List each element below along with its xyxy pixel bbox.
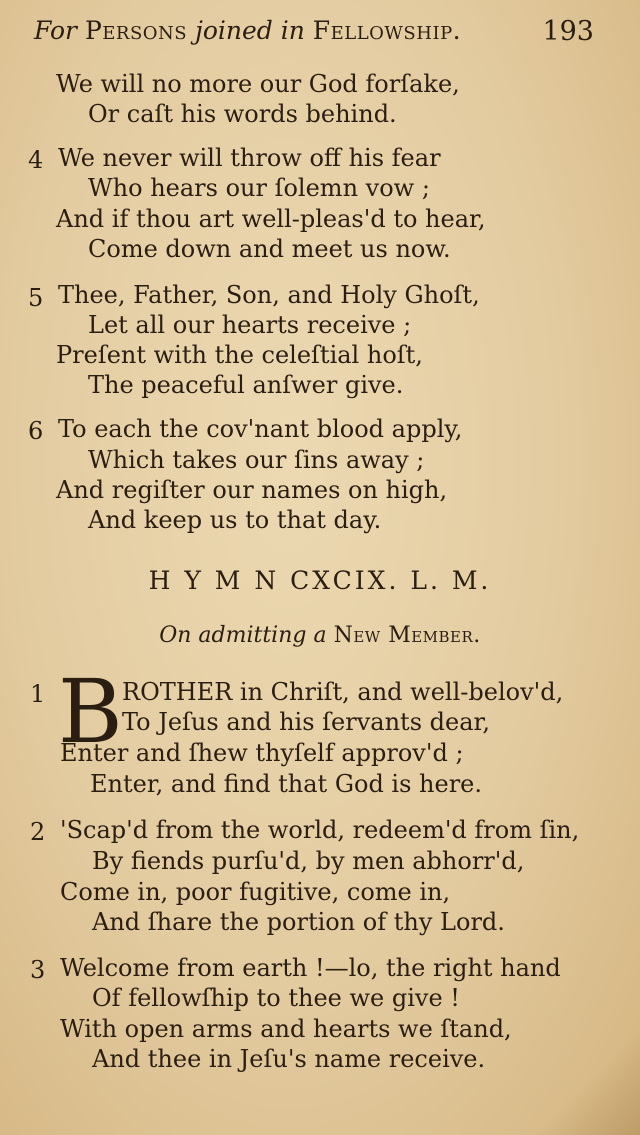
verse-line: Let all our hearts receive ; [88, 311, 412, 339]
head-for: For [34, 16, 77, 45]
verse-line: Come down and meet us now. [88, 235, 451, 263]
stanza-number: 5 [28, 284, 44, 312]
verse-line: To each the cov'nant blood apply, [58, 415, 463, 443]
verse-line: Come in, poor fugitive, come in, [60, 878, 451, 906]
stanza-number: 4 [28, 146, 44, 174]
drop-cap: B [58, 660, 123, 763]
head-joined-in: joined in [195, 16, 305, 45]
verse-line: Enter and ſhew thyſelf approv'd ; [60, 739, 464, 767]
head-fellowship: Fellowship. [312, 16, 462, 45]
verse-line: And keep us to that day. [88, 506, 382, 534]
stanza-number: 3 [30, 956, 46, 984]
verse-line: Preſent with the celeſtial hoſt, [56, 341, 423, 369]
verse-line: We will no more our God forſake, [56, 70, 460, 98]
verse-line: Or caſt his words behind. [88, 100, 397, 128]
stanza-number: 1 [30, 680, 46, 708]
verse-line: And if thou art well-pleas'd to hear, [56, 205, 486, 233]
hymn-subtitle [0, 623, 640, 648]
verse-line: Which takes our ſins away ; [88, 446, 425, 474]
verse-line: We never will throw off his fear [58, 144, 441, 172]
verse-line: Welcome from earth !—lo, the right hand [60, 954, 561, 982]
hymn-title: H Y M N CXCIX. L. M. [148, 566, 492, 595]
stanza-number: 6 [28, 417, 44, 445]
running-head [34, 16, 461, 45]
verse-line: The peaceful anſwer give. [88, 371, 404, 399]
verse-line: 'Scap'd from the world, redeem'd from ſin, [60, 816, 580, 844]
verse-line: ROTHER in Chriſt, and well-belov'd, [122, 678, 564, 706]
page-edge-shadow [520, 1015, 640, 1135]
stanza-number: 2 [30, 818, 46, 846]
verse-line: To Jeſus and his ſervants dear, [122, 708, 490, 736]
head-persons: Persons [84, 16, 188, 45]
verse-line: Thee, Father, Son, and Holy Ghoſt, [58, 281, 480, 309]
verse-line: And thee in Jeſu's name receive. [92, 1045, 486, 1073]
verse-line: And regiſter our names on high, [56, 476, 448, 504]
page-number: 193 [542, 16, 594, 47]
verse-line: Of fellowſhip to thee we give ! [92, 984, 460, 1012]
subtitle-on-admitting: On admitting a [159, 623, 327, 648]
verse-line: Who hears our ſolemn vow ; [88, 174, 430, 202]
verse-line: By fiends purſu'd, by men abhorr'd, [92, 847, 525, 875]
subtitle-new-member: New Member. [333, 623, 481, 648]
verse-line: With open arms and hearts we ſtand, [60, 1015, 512, 1043]
running-header [34, 10, 594, 50]
verse-line: Enter, and find that God is here. [90, 770, 483, 798]
verse-line: And ſhare the portion of thy Lord. [92, 908, 505, 936]
